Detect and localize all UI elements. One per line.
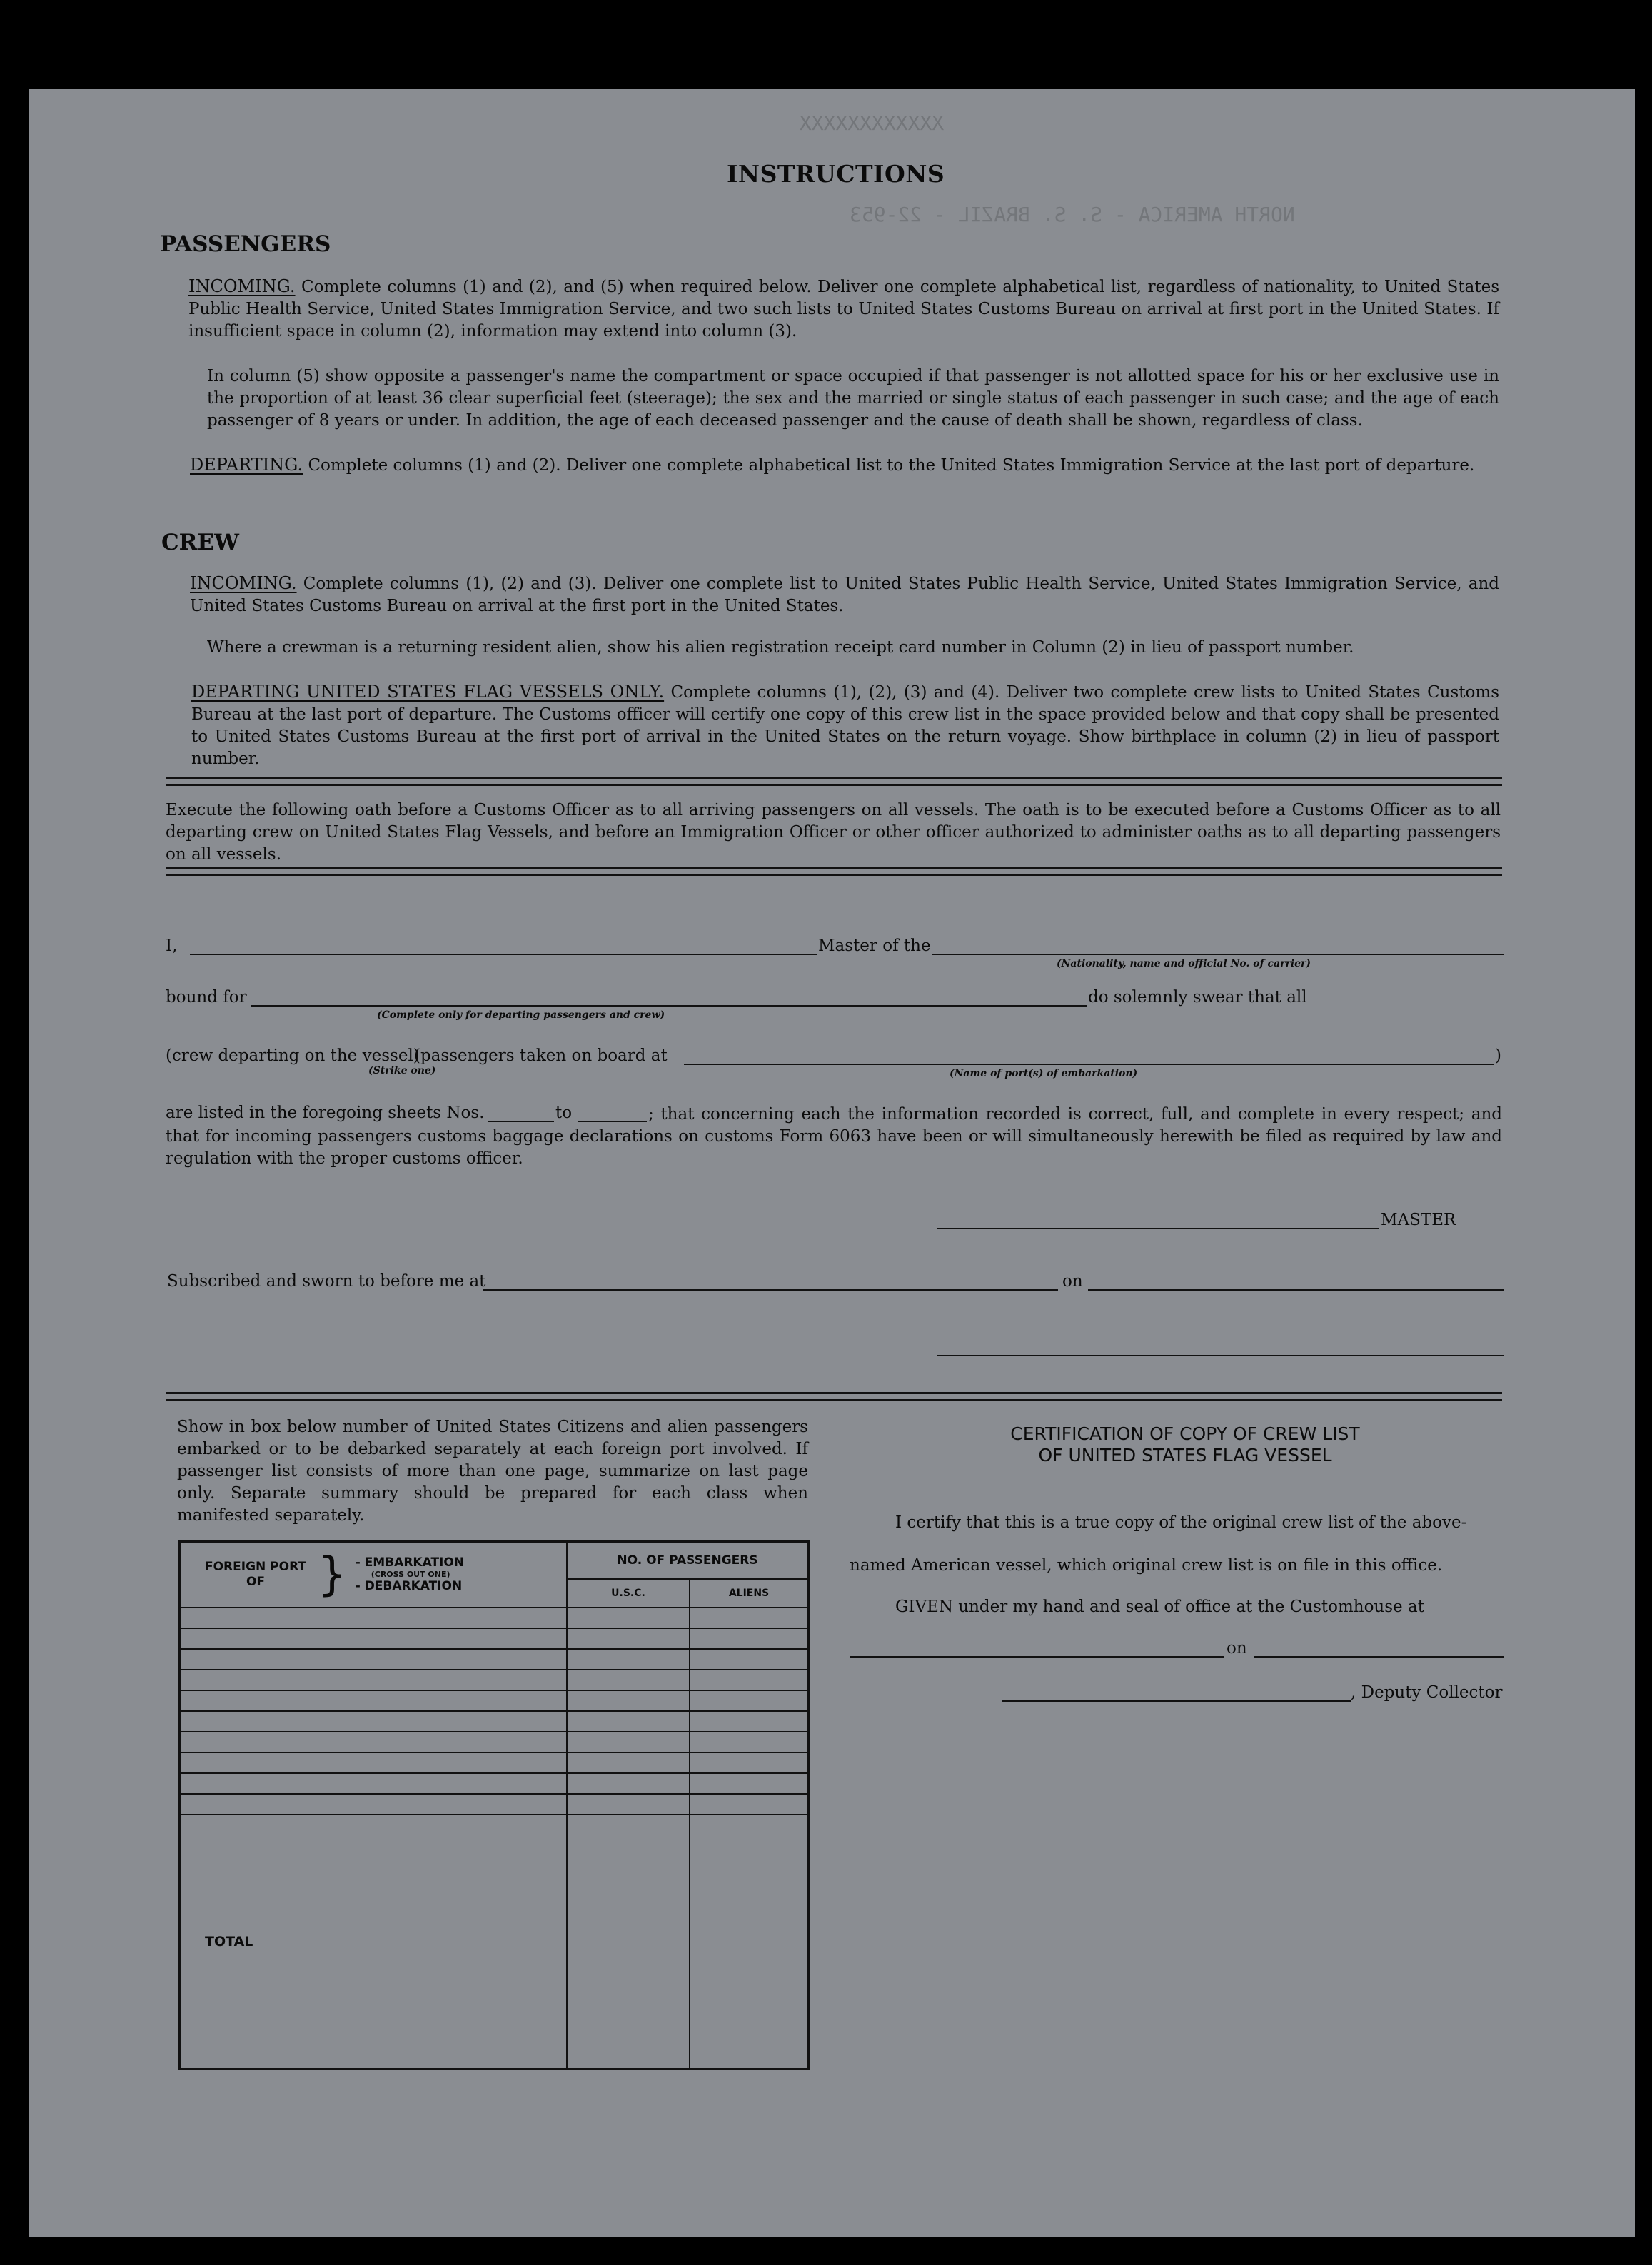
passengers-incoming-heading: INCOMING.: [188, 276, 296, 296]
bound-for-caption: (Complete only for departing passengers and crew): [377, 1009, 665, 1021]
crew-incoming-heading: INCOMING.: [190, 573, 297, 593]
passengers-taken-option[interactable]: (passengers taken on board at: [414, 1046, 668, 1065]
foreign-port-of-label: FOREIGN PORT OF: [204, 1559, 307, 1589]
crew-departing-paragraph: [191, 681, 1499, 770]
passengers-incoming-text: Complete columns (1) and (2), and (5) when required below. Deliver one complete alphabetical list, regardless of nationality, to United States Public Health Service, United States Immigration Service, and two such lists to United States Customs Bureau on arrival at first port in the United States. If insufficient space in column (2), information may extend into column (3).: [188, 278, 1500, 340]
usc-header: U.S.C.: [567, 1579, 690, 1608]
listed-label: are listed in the foregoing sheets Nos.: [166, 1104, 485, 1122]
table-row[interactable]: [180, 1711, 809, 1732]
bleed-through-text: NORTH AMERICA - S. S. BRAZIL - 22-953: [850, 203, 1295, 226]
passengers-column5-text: In column (5) show opposite a passenger's name the compartment or space occupied if that passenger is not allotted space for his or her exclusive use in the proportion of at least 36 clear superficial feet (steerage); the sex and the married or single status of each passenger in such case; and the age of each passenger of 8 years or under. In addition, the age of each deceased passenger and the cause of death shall be shown, regardless of class.: [207, 367, 1499, 430]
table-row[interactable]: [180, 1752, 809, 1773]
table-row[interactable]: [180, 1690, 809, 1711]
deputy-signature-field[interactable]: [1002, 1700, 1351, 1702]
table-row[interactable]: [180, 1732, 809, 1752]
embarkation-label[interactable]: - EMBARKATION: [355, 1555, 465, 1570]
certification-title: [871, 1423, 1499, 1466]
passengers-departing-heading: DEPARTING.: [190, 455, 303, 475]
to-label: to: [555, 1104, 573, 1122]
passenger-summary-table: [178, 1540, 810, 2070]
subscribed-date-field[interactable]: [1088, 1289, 1504, 1291]
crew-heading: CREW: [161, 530, 239, 555]
port-header-cell: [180, 1542, 568, 1608]
master-signature-field[interactable]: [937, 1228, 1379, 1229]
total-label: TOTAL: [180, 1815, 568, 2069]
table-row[interactable]: [180, 1608, 809, 1628]
certification-title-line-1: CERTIFICATION OF COPY OF CREW LIST: [1010, 1423, 1360, 1444]
crew-departing-text: Complete columns (1), (2), (3) and (4). Deliver two complete crew lists to United States Customs Bureau at the last port of departure. The Customs officer will certify one copy of this crew list in the space provided below and that copy shall be presented to United States Customs Bureau at the first port of arrival in the United States on the return voyage. Show birthplace in column (2) in lieu of passport number.: [191, 683, 1499, 768]
passengers-incoming-paragraph: [188, 276, 1499, 343]
summary-instructions: Show in box below number of United States Citizens and alien passengers embarked or to be debarked separately at each foreign port involved. If passenger list consists of more than one page, summarize on last page only. Separate summary should be prepared for each class when manifested separately.: [177, 1418, 808, 1525]
certify-line-2: named American vessel, which original crew list is on file in this office.: [850, 1556, 1443, 1575]
crew-departing-option[interactable]: (crew departing on the vessel): [166, 1046, 420, 1065]
table-row[interactable]: [180, 1794, 809, 1815]
double-rule: [166, 777, 1502, 786]
carrier-field[interactable]: [932, 954, 1504, 955]
table-row[interactable]: [180, 1670, 809, 1690]
certify-line-1: I certify that this is a true copy of the original crew list of the above-: [895, 1513, 1467, 1532]
no-of-passengers-header: NO. OF PASSENGERS: [567, 1542, 809, 1579]
table-row[interactable]: [180, 1773, 809, 1794]
master-label: MASTER: [1381, 1211, 1456, 1229]
close-paren: ): [1495, 1046, 1501, 1065]
passengers-heading: PASSENGERS: [160, 231, 331, 257]
subscribed-label: Subscribed and sworn to before me at: [167, 1272, 486, 1291]
master-of-the-label: Master of the: [818, 937, 931, 955]
listed-text: ; that concerning each the information recorded is correct, full, and complete in every respect; and that for incoming passengers customs baggage declarations on customs Form 6063 have been or will simultaneously herewith be filed as required by law and regulation with the proper customs officer.: [166, 1105, 1502, 1168]
nationality-caption: (Nationality, name and official No. of carrier): [1057, 958, 1311, 969]
table-row[interactable]: [180, 1649, 809, 1670]
passengers-departing-paragraph: [190, 454, 1499, 477]
certification-title-line-2: OF UNITED STATES FLAG VESSEL: [1038, 1445, 1332, 1466]
crew-incoming-text: Complete columns (1), (2) and (3). Deliver one complete list to United States Public Health Service, United States Immigration Service, and United States Customs Bureau on arrival at the first port in the United States.: [190, 575, 1499, 615]
subscribed-on-label: on: [1062, 1272, 1083, 1291]
solemnly-swear-text: do solemnly swear that all: [1088, 988, 1307, 1007]
given-text: GIVEN under my hand and seal of office at the Customhouse at: [895, 1598, 1424, 1616]
aliens-header: ALIENS: [690, 1579, 809, 1608]
master-name-field[interactable]: [190, 954, 817, 955]
customhouse-field[interactable]: [850, 1656, 1224, 1658]
officer-signature-field[interactable]: [937, 1355, 1504, 1356]
subscribed-place-field[interactable]: [483, 1289, 1058, 1291]
oath-i: I,: [166, 937, 178, 955]
crew-departing-heading: DEPARTING UNITED STATES FLAG VESSELS ONLY.: [191, 682, 665, 702]
certification-date-field[interactable]: [1254, 1656, 1504, 1658]
certification-on-label: on: [1227, 1639, 1247, 1658]
total-row[interactable]: [180, 1815, 809, 2069]
crew-resident-text: Where a crewman is a returning resident alien, show his alien registration receipt card number in Column (2) in lieu of passport number.: [207, 638, 1354, 657]
passengers-departing-text: Complete columns (1) and (2). Deliver one complete alphabetical list to the United States Immigration Service at the last port of departure.: [308, 456, 1475, 475]
crew-incoming-paragraph: [190, 572, 1499, 617]
page-title: INSTRUCTIONS: [727, 160, 945, 188]
deputy-collector-label: , Deputy Collector: [1351, 1683, 1503, 1702]
double-rule: [166, 867, 1502, 876]
ports-field[interactable]: [684, 1064, 1494, 1065]
form-sheet: [29, 89, 1635, 2237]
double-rule: [166, 1392, 1502, 1401]
cross-out-caption: (CROSS OUT ONE): [371, 1570, 450, 1580]
bound-for-label: bound for: [166, 988, 247, 1007]
bound-for-field[interactable]: [251, 1005, 1087, 1007]
table-row[interactable]: [180, 1628, 809, 1649]
ports-caption: (Name of port(s) of embarkation): [950, 1068, 1138, 1079]
bleed-through-text: XXXXXXXXXXXX: [800, 111, 945, 135]
strike-one-caption: (Strike one): [368, 1065, 436, 1076]
brace-icon: }: [318, 1548, 347, 1601]
debarkation-label[interactable]: - DEBARKATION: [355, 1579, 463, 1594]
oath-intro: Execute the following oath before a Customs Officer as to all arriving passengers on all vessels. The oath is to be executed before a Customs Officer as to all departing crew on United States Flag Vessels, and before an Immigration Officer or other officer authorized to administer oaths as to all departing passengers on all vessels.: [166, 801, 1501, 864]
